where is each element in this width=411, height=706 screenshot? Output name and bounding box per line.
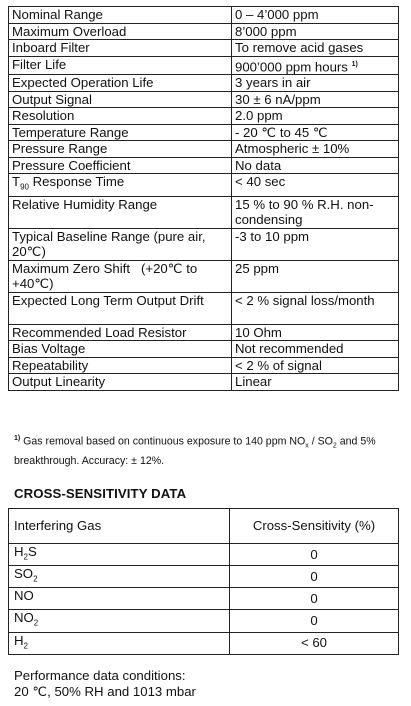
spec-value: Atmospheric ± 10% [232, 141, 399, 158]
spec-label: Recommended Load Resistor [9, 324, 232, 341]
spec-value: - 20 ℃ to 45 ℃ [232, 124, 399, 141]
spec-label: Maximum Zero Shift (+20℃ to +40℃) [9, 260, 232, 292]
gas-name [9, 610, 230, 632]
spec-value: To remove acid gases [232, 40, 399, 57]
table-row [9, 7, 399, 24]
conditions-line: 20 ℃, 50% RH and 1013 mbar [14, 684, 196, 699]
gas-name [9, 588, 230, 610]
table-row [9, 75, 399, 92]
spec-label: Temperature Range [9, 124, 232, 141]
table-row [9, 228, 399, 260]
spec-label: Repeatability [9, 357, 232, 374]
cross-sensitivity-value: 0 [230, 566, 399, 588]
spec-label: Output Signal [9, 91, 232, 108]
spec-label: Pressure Range [9, 141, 232, 158]
spec-value: 30 ± 6 nA/ppm [232, 91, 399, 108]
table-row [9, 141, 399, 158]
table-row [9, 108, 399, 125]
gas-name [9, 566, 230, 588]
performance-conditions [14, 668, 196, 700]
table-row [9, 566, 399, 588]
gas-name [9, 632, 230, 654]
spec-label: Typical Baseline Range (pure air, 20℃) [9, 228, 232, 260]
spec-value: 10 Ohm [232, 324, 399, 341]
table-row [9, 544, 399, 566]
table-row [9, 157, 399, 174]
footnote-text: Gas removal based on continuous exposure to 140 ppm NO [20, 435, 306, 448]
spec-label: Filter Life [9, 56, 232, 75]
spec-label: Expected Long Term Output Drift [9, 292, 232, 324]
section-title: CROSS-SENSITIVITY DATA [14, 486, 187, 501]
footnote-text: and 5% breakthrough. Accuracy: ± 12%. [14, 435, 376, 467]
gas-subscript: 2 [33, 574, 38, 584]
footnote-text: / SO [308, 435, 333, 448]
table-row [9, 357, 399, 374]
spec-value: -3 to 10 ppm [232, 228, 399, 260]
footnote-subscript: 2 [332, 442, 337, 450]
footnote-marker: 1) [351, 60, 358, 68]
spec-label: Nominal Range [9, 7, 232, 24]
spec-label: Bias Voltage [9, 341, 232, 358]
table-row [9, 292, 399, 324]
gas-subscript: 2 [23, 552, 28, 562]
spec-value: 2.0 ppm [232, 108, 399, 125]
spec-label [9, 174, 232, 196]
cross-sensitivity-value: 0 [230, 588, 399, 610]
column-header-gas: Interfering Gas [9, 509, 230, 544]
spec-value: 3 years in air [232, 75, 399, 92]
cross-sensitivity-value: < 60 [230, 632, 399, 654]
spec-value: 0 – 4’000 ppm [232, 7, 399, 24]
table-row [9, 174, 399, 196]
gas-subscript: 2 [33, 619, 39, 629]
table-row [9, 196, 399, 228]
spec-label: Pressure Coefficient [9, 157, 232, 174]
table-row [9, 588, 399, 610]
spec-value: < 40 sec [232, 174, 399, 196]
spec-value: 15 % to 90 % R.H. non-condensing [232, 196, 399, 228]
spec-label-rest: Response Time [28, 174, 125, 190]
table-row [9, 260, 399, 292]
spec-label: Maximum Overload [9, 23, 232, 40]
gas-formula: NO [14, 610, 34, 626]
spec-value-text: 900’000 ppm hours [235, 58, 348, 74]
table-row [9, 23, 399, 40]
spec-label: Relative Humidity Range [9, 196, 232, 228]
table-row [9, 91, 399, 108]
spec-label: Inboard Filter [9, 40, 232, 57]
column-header-cross-sensitivity: Cross-Sensitivity (%) [230, 509, 399, 544]
table-row [9, 341, 399, 358]
table-header-row [9, 509, 399, 544]
table-row [9, 324, 399, 341]
gas-formula: SO [14, 566, 34, 582]
cross-sensitivity-value: 0 [230, 544, 399, 566]
cross-sensitivity-value: 0 [230, 610, 399, 632]
spec-value: 8’000 ppm [232, 23, 399, 40]
table-row [9, 56, 399, 75]
conditions-line: Performance data conditions: [14, 668, 186, 683]
table-row [9, 632, 399, 654]
table-row [9, 374, 399, 391]
footnote-marker: 1) [14, 435, 21, 442]
spec-value: < 2 % of signal [232, 357, 399, 374]
spec-label: Resolution [9, 108, 232, 125]
spec-label-prefix: T [12, 174, 21, 190]
footnote-subscript: x [305, 442, 309, 450]
spec-value: Linear [232, 374, 399, 391]
footnote [14, 432, 399, 468]
table-row [9, 40, 399, 57]
spec-value: Not recommended [232, 341, 399, 358]
spec-label-subscript: 90 [20, 183, 29, 193]
gas-formula: H [14, 544, 24, 559]
table-row [9, 610, 399, 632]
spec-value [232, 56, 399, 75]
spec-label: Expected Operation Life [9, 75, 232, 92]
spec-value: No data [232, 157, 399, 174]
spec-label: Output Linearity [9, 374, 232, 391]
gas-formula: H [14, 632, 24, 648]
table-row [9, 124, 399, 141]
gas-name [9, 544, 230, 566]
gas-formula-rest: S [27, 544, 37, 559]
specifications-table [8, 6, 399, 391]
spec-value: 25 ppm [232, 260, 399, 292]
cross-sensitivity-table [8, 508, 399, 655]
gas-formula: NO [14, 588, 34, 604]
gas-subscript: 2 [23, 641, 28, 651]
spec-value: < 2 % signal loss/month [232, 292, 399, 324]
